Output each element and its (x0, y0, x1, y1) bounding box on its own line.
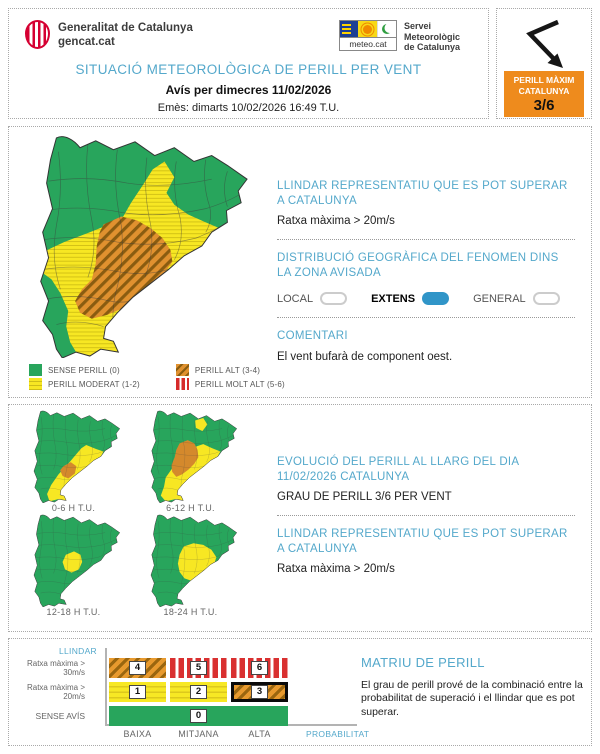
max-danger-value: 3/6 (533, 97, 555, 114)
matrix-cell-0: 0 (109, 706, 288, 726)
header-panel (8, 8, 489, 119)
divider (277, 317, 575, 318)
option-extens[interactable]: EXTENS (371, 292, 449, 305)
matrix-y-axis-label: LLINDAR (58, 646, 97, 656)
time-map-18-24: 18-24 H T.U. (132, 513, 249, 617)
legend-swatch-green (29, 364, 42, 376)
senyera-shield-icon (25, 20, 50, 49)
threshold-value-2: Ratxa màxima > 20m/s (277, 563, 395, 575)
divider (277, 515, 575, 516)
catalonia-hazard-map (19, 132, 255, 358)
matrix-x-axis-label: PROBABILITAT (306, 729, 370, 739)
max-danger-badge (504, 71, 584, 117)
matrix-panel (8, 638, 592, 746)
legend-swatch-orange (176, 364, 189, 376)
matrix-col-mitjana: MITJANA (178, 729, 219, 739)
matrix-cell-1: 1 (109, 682, 166, 702)
wind-direction-arrow-icon (513, 14, 575, 70)
matrix-row-label: Ratxa màxima > 20m/s (26, 683, 85, 701)
matrix-cell-2: 2 (170, 682, 227, 702)
legend-item: PERILL MODERAT (1-2) (29, 378, 140, 390)
threshold-value: Ratxa màxima > 20m/s (277, 215, 395, 227)
option-general[interactable]: GENERAL (473, 292, 560, 305)
matrix-cell-3-active: 3 (231, 682, 288, 702)
radio-local[interactable] (320, 292, 347, 305)
meteocat-logo (339, 20, 468, 53)
time-map-12-18: 12-18 H T.U. (15, 513, 132, 617)
issued-timestamp: Emès: dimarts 10/02/2026 16:49 T.U. (157, 101, 340, 114)
hazard-map-panel (8, 126, 592, 398)
distribution-options (277, 292, 575, 305)
evolution-value: GRAU DE PERILL 3/6 PER VENT (277, 491, 452, 503)
legend-item: SENSE PERILL (0) (29, 364, 140, 376)
meteocat-service-name: Servei Meteorològic de Catalunya (404, 21, 461, 52)
meteocat-sun-icon (358, 21, 376, 37)
threshold-heading-2: LLINDAR REPRESENTATIU QUE ES POT SUPERAR A CATALUNYA (277, 528, 568, 555)
generalitat-logo (25, 20, 193, 49)
matrix-row-label: SENSE AVÍS (35, 710, 85, 721)
danger-matrix (23, 646, 370, 740)
divider (277, 239, 575, 240)
radio-general[interactable] (533, 292, 560, 305)
org-url: gencat.cat (58, 36, 115, 48)
meteocat-label: meteo.cat (349, 39, 387, 49)
meteocat-moon-icon (377, 21, 396, 37)
legend-swatch-yellow (29, 378, 42, 390)
matrix-cell-6: 6 (231, 658, 288, 678)
map-legend (29, 364, 285, 390)
comment-heading: COMENTARI (277, 330, 348, 342)
time-map-6-12: 6-12 H T.U. (132, 409, 249, 513)
page-title: SITUACIÓ METEOROLÒGICA DE PERILL PER VENT (75, 61, 422, 77)
max-danger-panel (496, 8, 592, 119)
matrix-col-baixa: BAIXA (123, 729, 152, 739)
radio-extens-selected[interactable] (422, 292, 449, 305)
distribution-heading: DISTRIBUCIÓ GEOGRÀFICA DEL FENOMEN DINS LA ZONA AVISADA (277, 252, 559, 279)
matrix-cell-4: 4 (109, 658, 166, 678)
matrix-heading: MATRIU DE PERILL (361, 655, 485, 670)
matrix-description: El grau de perill prové de la combinació entre la probabilitat de superació i el llindar que es pot superar. (361, 678, 583, 718)
time-map-0-6: 0-6 H T.U. (15, 409, 132, 513)
notice-date: Avís per dimecres 11/02/2026 (165, 82, 332, 97)
option-local[interactable]: LOCAL (277, 292, 347, 305)
time-maps-grid (15, 409, 265, 617)
matrix-row-label: Ratxa màxima > 30m/s (26, 659, 85, 677)
max-danger-label: PERILL MÀXIM CATALUNYA (513, 75, 575, 96)
org-name: Generalitat de Catalunya (58, 22, 193, 34)
legend-item: PERILL MOLT ALT (5-6) (176, 378, 285, 390)
meteocat-blue-square-icon (340, 21, 358, 37)
evolution-panel (8, 404, 592, 632)
evolution-heading: EVOLUCIÓ DEL PERILL AL LLARG DEL DIA 11/02/2026 CATALUNYA (277, 456, 519, 483)
legend-swatch-red (176, 378, 189, 390)
comment-text: El vent bufarà de component oest. (277, 350, 453, 363)
legend-item: PERILL ALT (3-4) (176, 364, 285, 376)
matrix-cell-5: 5 (170, 658, 227, 678)
threshold-heading: LLINDAR REPRESENTATIU QUE ES POT SUPERAR A CATALUNYA (277, 180, 568, 207)
matrix-col-alta: ALTA (248, 729, 271, 739)
